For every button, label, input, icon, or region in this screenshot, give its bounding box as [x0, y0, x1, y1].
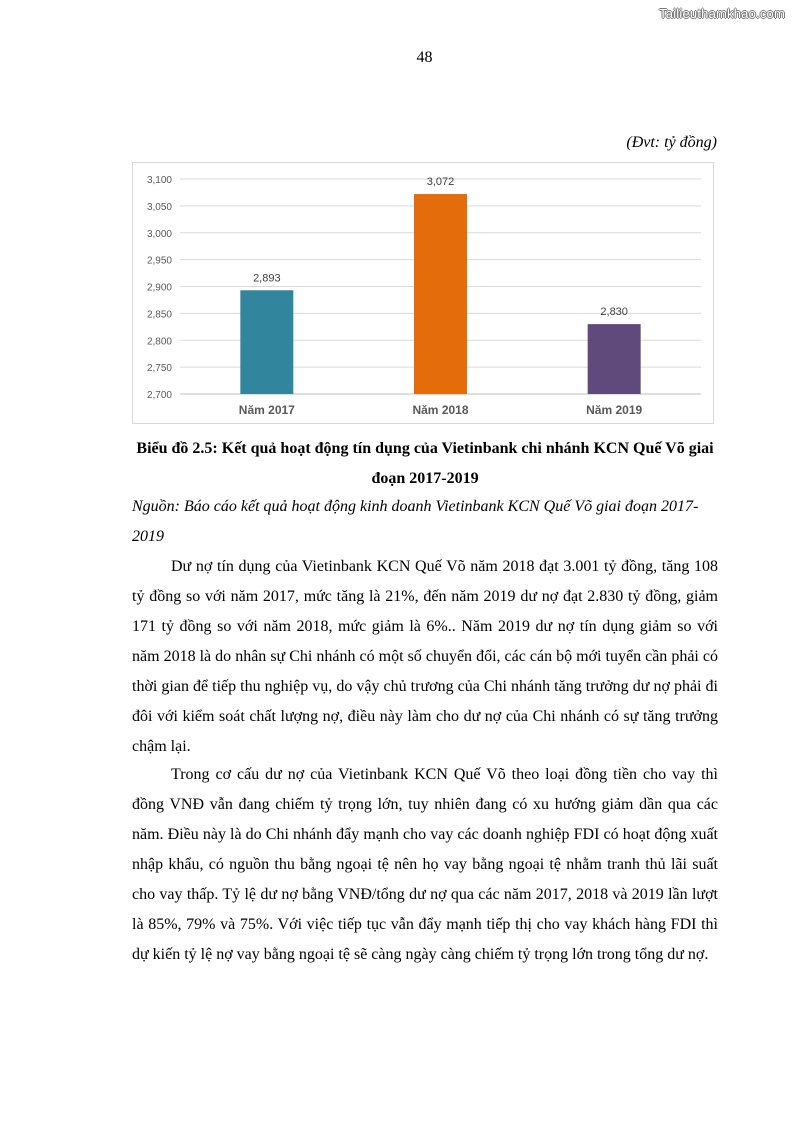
x-tick-label: Năm 2018: [412, 403, 469, 417]
credit-chart: [132, 162, 714, 424]
figure-caption: Biểu đồ 2.5: Kết quả hoạt động tín dụng của Vietinbank chi nhánh KCN Quế Võ giai đoạn 2017-2019: [136, 440, 714, 487]
y-tick-label: 2,950: [146, 255, 172, 267]
y-tick-label: 3,100: [146, 175, 172, 186]
y-tick-label: 2,750: [146, 363, 172, 375]
paragraph: Trong cơ cấu dư nợ của Vietinbank KCN Quế Võ theo loại đồng tiền cho vay thì đồng VNĐ vẫn đang chiếm tỷ trọng lớn, tuy nhiên đang có xu hướng giảm dần qua các năm. Điều này là do Chi nhánh đẩy mạnh cho vay các doanh nghiệp FDI có hoạt động xuất nhập khẩu, có nguồn thu bằng ngoại tệ nên họ vay bằng ngoại tệ nhằm tranh thủ lãi suất cho vay thấp. Tỷ lệ dư nợ bằng VNĐ/tổng dư nợ qua các năm 2017, 2018 và 2019 lần lượt là 85%, 79% và 75%. Với việc tiếp tục vẫn đẩy mạnh tiếp thị cho vay khách hàng FDI thì dự kiến tỷ lệ nợ vay bằng ngoại tệ sẽ càng ngày càng chiếm tỷ trọng lớn trong tổng dư nợ.: [132, 766, 718, 963]
bar: [414, 194, 467, 394]
x-tick-label: Năm 2019: [586, 403, 643, 417]
y-tick-label: 3,050: [146, 201, 172, 213]
y-tick-label: 3,000: [146, 228, 172, 240]
y-tick-label: 2,700: [146, 390, 172, 401]
y-tick-label: 2,800: [146, 336, 172, 348]
watermark: Tailieuthamkhao.com: [659, 6, 785, 21]
bar: [240, 290, 293, 394]
data-label: 2,830: [600, 306, 628, 319]
y-tick-label: 2,850: [146, 309, 172, 321]
data-label: 3,072: [426, 176, 455, 189]
bar: [588, 324, 641, 394]
unit-note: (Đvt: tỷ đồng): [626, 134, 717, 151]
paragraph: Dư nợ tín dụng của Vietinbank KCN Quế Võ năm 2018 đạt 3.001 tỷ đồng, tăng 108 tỷ đồng so với năm 2017, mức tăng là 21%, đến năm 2019 dư nợ đạt 2.830 tỷ đồng, giảm 171 tỷ đồng so với năm 2018, mức giảm là 6%.. Năm 2019 dư nợ tín dụng giảm so với năm 2018 là do nhân sự Chi nhánh có một số chuyển đổi, các cán bộ mới tuyển cần phải có thời gian để tiếp thu nghiệp vụ, do vậy chủ trương của Chi nhánh tăng trưởng dư nợ phải đi đôi với kiểm soát chất lượng nợ, điều này làm cho dư nợ của Chi nhánh có sự tăng trưởng chậm lại.: [132, 558, 718, 755]
data-label: 2,893: [253, 272, 281, 285]
chart-svg: [133, 163, 715, 425]
x-tick-label: Năm 2017: [238, 403, 295, 417]
page-number: 48: [416, 49, 433, 66]
figure-source: Nguồn: Báo cáo kết quả hoạt động kinh doanh Vietinbank KCN Quế Võ giai đoạn 2017- 2019: [132, 498, 699, 545]
y-tick-label: 2,900: [146, 282, 172, 294]
